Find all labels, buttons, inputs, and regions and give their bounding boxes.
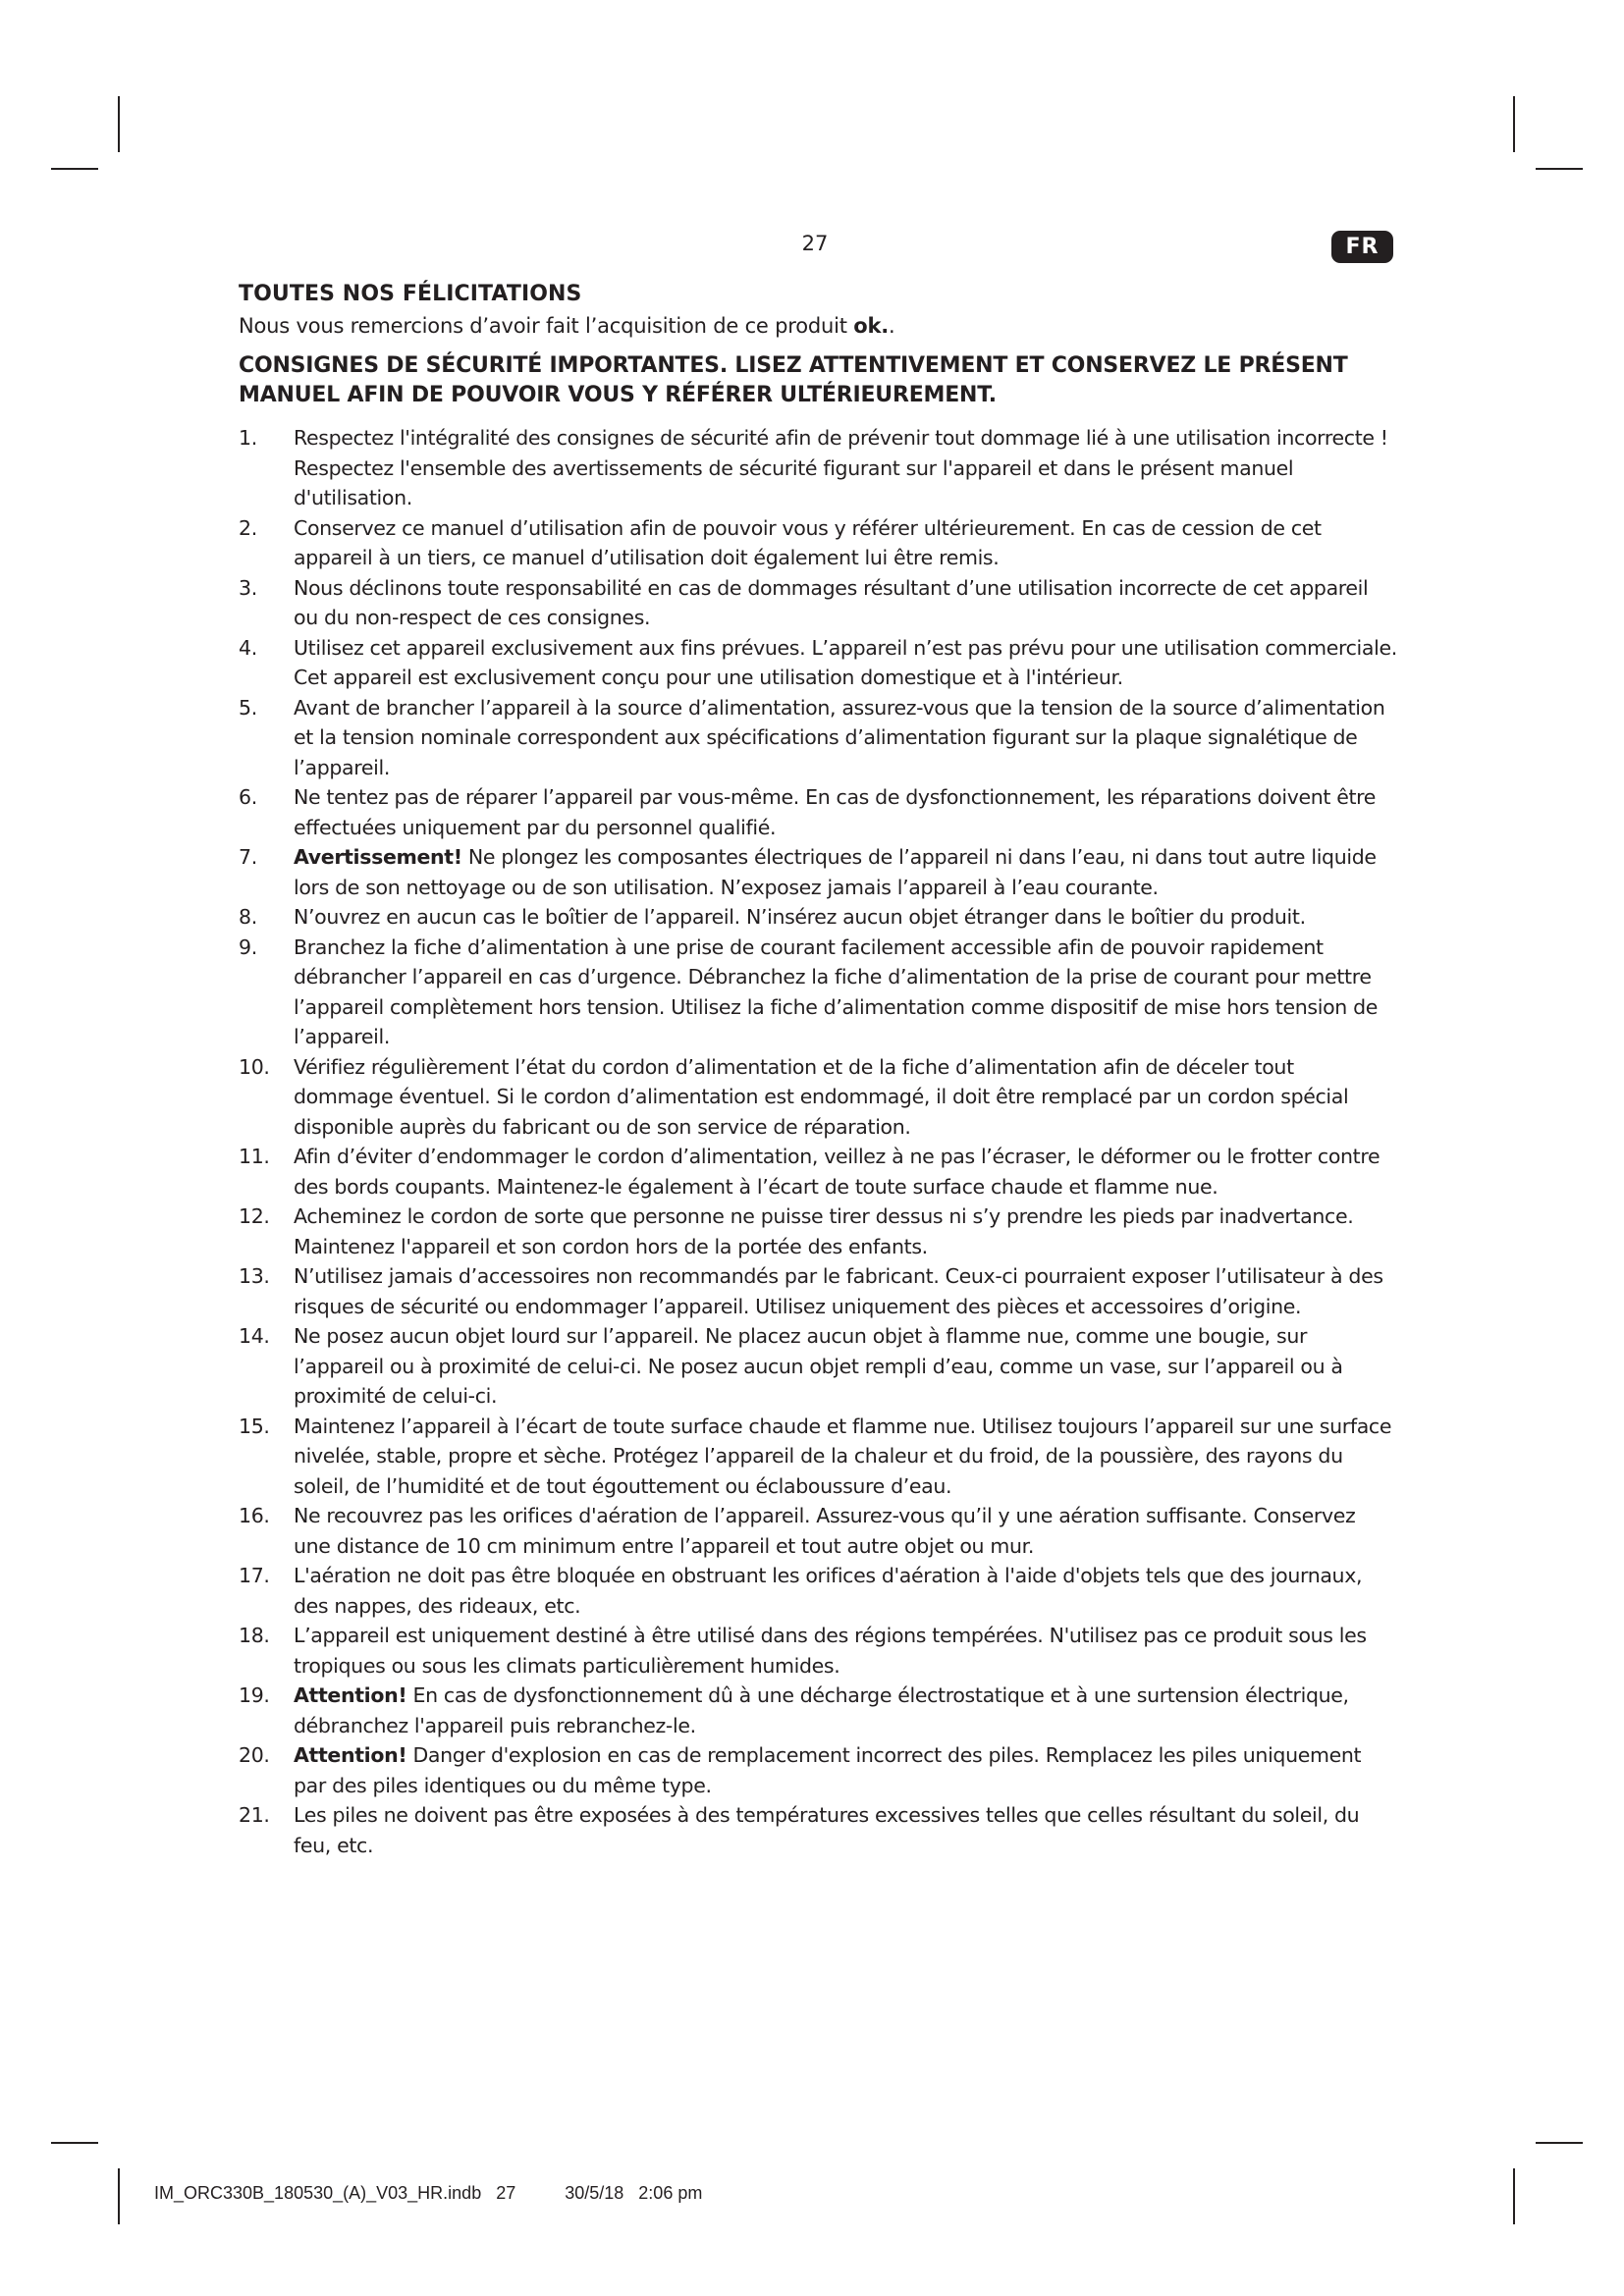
- safety-item-text: Ne plongez les composantes électriques de l’appareil ni dans l’eau, ni dans tout autre liquide lors de son nettoyage ou de son utilisation. N’exposez jamais l’appareil à l’eau courante.: [294, 845, 1377, 899]
- crop-mark-bottom-left-horizontal: [51, 2142, 98, 2144]
- safety-item-number: 19.: [239, 1683, 270, 1707]
- safety-item: [239, 693, 1397, 783]
- safety-item-text: Respectez l'intégralité des consignes de sécurité afin de prévenir tout dommage lié à une utilisation incorrecte ! Respectez l'ensemble des avertissements de sécurité figurant sur l'appareil et dans le présent manuel d'utilisation.: [294, 426, 1388, 509]
- crop-mark-top-left-horizontal: [51, 168, 98, 170]
- safety-item: [239, 1800, 1397, 1860]
- safety-item-number: 11.: [239, 1145, 270, 1168]
- page-content: [239, 282, 1397, 1860]
- safety-item-number: 21.: [239, 1803, 270, 1827]
- safety-item-number: 13.: [239, 1264, 270, 1288]
- product-name: ok.: [853, 314, 890, 338]
- safety-item: [239, 1681, 1397, 1740]
- safety-item-lead: Avertissement!: [294, 845, 462, 869]
- safety-item-number: 5.: [239, 695, 257, 720]
- safety-item: [239, 933, 1397, 1052]
- safety-item-number: 9.: [239, 934, 257, 959]
- safety-item: [239, 1561, 1397, 1621]
- safety-item: [239, 573, 1397, 633]
- safety-item-lead: Attention!: [294, 1683, 407, 1707]
- safety-item-number: 17.: [239, 1564, 270, 1587]
- crop-mark-bottom-right-horizontal: [1536, 2142, 1583, 2144]
- crop-mark-bottom-left-vertical: [118, 2168, 120, 2224]
- safety-item-text: Danger d'explosion en cas de remplacement incorrect des piles. Remplacez les piles uniquement par des piles identiques ou du même type.: [294, 1743, 1362, 1797]
- crop-mark-top-right-horizontal: [1536, 168, 1583, 170]
- safety-item-text: Ne recouvrez pas les orifices d'aération de l’appareil. Assurez-vous qu’il y une aération suffisante. Conservez une distance de 10 cm minimum entre l’appareil et tout autre objet ou mur.: [294, 1504, 1356, 1558]
- safety-item: [239, 782, 1397, 842]
- safety-item-text: Afin d’éviter d’endommager le cordon d’alimentation, veillez à ne pas l’écraser, le déformer ou le frotter contre des bords coupants. Maintenez-le également à l’écart de toute surface chaude et flamme nue.: [294, 1145, 1380, 1199]
- safety-item-number: 15.: [239, 1414, 270, 1438]
- safety-item-text: En cas de dysfonctionnement dû à une décharge électrostatique et à une surtension électrique, débranchez l'appareil puis rebranchez-le.: [294, 1683, 1349, 1737]
- print-slug: IM_ORC330B_180530_(A)_V03_HR.indb 27 30/5/18 2:06 pm: [154, 2183, 703, 2203]
- safety-item-number: 10.: [239, 1054, 270, 1079]
- safety-item-number: 4.: [239, 635, 257, 660]
- safety-item-text: Branchez la fiche d’alimentation à une prise de courant facilement accessible afin de pouvoir rapidement débrancher l’appareil en cas d’urgence. Débranchez la fiche d’alimentation de la prise de courant pour mettre l’appareil complètement hors tension. Utilisez la fiche d’alimentation comme dispositif de mise hors tension de l’appareil.: [294, 934, 1378, 1048]
- language-badge: FR: [1331, 231, 1393, 263]
- safety-item-text: Avant de brancher l’appareil à la source d’alimentation, assurez-vous que la tension de la source d’alimentation et la tension nominale correspondent aux spécifications d’alimentation figurant sur la plaque signalétique de l’appareil.: [294, 695, 1385, 779]
- safety-item: [239, 902, 1397, 933]
- crop-mark-bottom-right-vertical: [1513, 2168, 1515, 2224]
- safety-item: [239, 633, 1397, 693]
- safety-item-number: 12.: [239, 1204, 270, 1228]
- safety-item-number: 16.: [239, 1504, 270, 1527]
- safety-item-number: 6.: [239, 785, 257, 809]
- safety-item: [239, 513, 1397, 573]
- safety-item: [239, 1142, 1397, 1201]
- safety-item-text: Acheminez le cordon de sorte que personne ne puisse tirer dessus ni s’y prendre les pieds par inadvertance. Maintenez l'appareil et son cordon hors de la portée des enfants.: [294, 1204, 1354, 1258]
- safety-item-lead: Attention!: [294, 1743, 407, 1767]
- safety-item-text: Utilisez cet appareil exclusivement aux fins prévues. L’appareil n’est pas prévu pour une utilisation commerciale. Cet appareil est exclusivement conçu pour une utilisation domestique et à l'intérieur.: [294, 635, 1397, 689]
- safety-item: [239, 1261, 1397, 1321]
- intro-text: Nous vous remercions d’avoir fait l’acquisition de ce produit: [239, 314, 854, 338]
- safety-item-text: Ne tentez pas de réparer l’appareil par vous-même. En cas de dysfonctionnement, les réparations doivent être effectuées uniquement par du personnel qualifié.: [294, 785, 1377, 839]
- safety-item-text: Nous déclinons toute responsabilité en cas de dommages résultant d’une utilisation incorrecte de cet appareil ou du non-respect de ces consignes.: [294, 575, 1369, 629]
- safety-instructions-list: [239, 423, 1397, 1860]
- page-title: TOUTES NOS FÉLICITATIONS: [239, 282, 582, 306]
- safety-item-text: Maintenez l’appareil à l’écart de toute surface chaude et flamme nue. Utilisez toujours l’appareil sur une surface nivelée, stable, propre et sèche. Protégez l’appareil de la chaleur et du froid, de la poussière, des rayons du soleil, de l’humidité et de tout égouttement ou éclaboussure d’eau.: [294, 1414, 1392, 1498]
- intro-paragraph: [239, 314, 1397, 338]
- safety-item-number: 8.: [239, 905, 257, 929]
- safety-item: [239, 1412, 1397, 1502]
- safety-item: [239, 1740, 1397, 1800]
- safety-item: [239, 1621, 1397, 1681]
- page-number: 27: [801, 232, 829, 255]
- safety-item-number: 1.: [239, 426, 257, 450]
- safety-item: [239, 1501, 1397, 1561]
- safety-item-number: 18.: [239, 1624, 270, 1647]
- intro-suffix: .: [889, 314, 895, 338]
- crop-mark-top-left-vertical: [118, 96, 120, 152]
- safety-item-text: L'aération ne doit pas être bloquée en obstruant les orifices d'aération à l'aide d'objets tels que des journaux, des nappes, des rideaux, etc.: [294, 1564, 1363, 1618]
- safety-item-text: Vérifiez régulièrement l’état du cordon d’alimentation et de la fiche d’alimentation afin de déceler tout dommage éventuel. Si le cordon d’alimentation est endommagé, il doit être remplacé par un cordon spécial disponible auprès du fabricant ou de son service de réparation.: [294, 1054, 1349, 1139]
- safety-item-number: 14.: [239, 1324, 270, 1348]
- safety-heading: CONSIGNES DE SÉCURITÉ IMPORTANTES. LISEZ ATTENTIVEMENT ET CONSERVEZ LE PRÉSENT MANUEL AFIN DE POUVOIR VOUS Y RÉFÉRER ULTÉRIEUREMENT.: [239, 353, 1348, 407]
- safety-item-number: 3.: [239, 575, 257, 600]
- safety-item: [239, 1052, 1397, 1143]
- safety-item-number: 20.: [239, 1743, 270, 1767]
- safety-item-text: Ne posez aucun objet lourd sur l’appareil. Ne placez aucun objet à flamme nue, comme une bougie, sur l’appareil ou à proximité de celui-ci. Ne posez aucun objet rempli d’eau, comme un vase, sur l’appareil ou à proximité de celui-ci.: [294, 1324, 1343, 1408]
- safety-item-number: 7.: [239, 845, 257, 869]
- safety-item-number: 2.: [239, 515, 257, 540]
- crop-mark-top-right-vertical: [1513, 96, 1515, 152]
- safety-item-text: Les piles ne doivent pas être exposées à des températures excessives telles que celles résultant du soleil, du feu, etc.: [294, 1803, 1360, 1857]
- safety-item: [239, 1201, 1397, 1261]
- safety-item: [239, 842, 1397, 902]
- safety-item: [239, 423, 1397, 513]
- safety-item-text: N’utilisez jamais d’accessoires non recommandés par le fabricant. Ceux-ci pourraient exposer l’utilisateur à des risques de sécurité ou endommager l’appareil. Utilisez uniquement des pièces et accessoires d’origine.: [294, 1264, 1383, 1318]
- safety-item: [239, 1321, 1397, 1412]
- safety-item-text: L’appareil est uniquement destiné à être utilisé dans des régions tempérées. N'utilisez pas ce produit sous les tropiques ou sous les climats particulièrement humides.: [294, 1624, 1367, 1678]
- safety-item-text: Conservez ce manuel d’utilisation afin de pouvoir vous y référer ultérieurement. En cas de cession de cet appareil à un tiers, ce manuel d’utilisation doit également lui être remis.: [294, 515, 1322, 569]
- safety-item-text: N’ouvrez en aucun cas le boîtier de l’appareil. N’insérez aucun objet étranger dans le boîtier du produit.: [294, 905, 1306, 929]
